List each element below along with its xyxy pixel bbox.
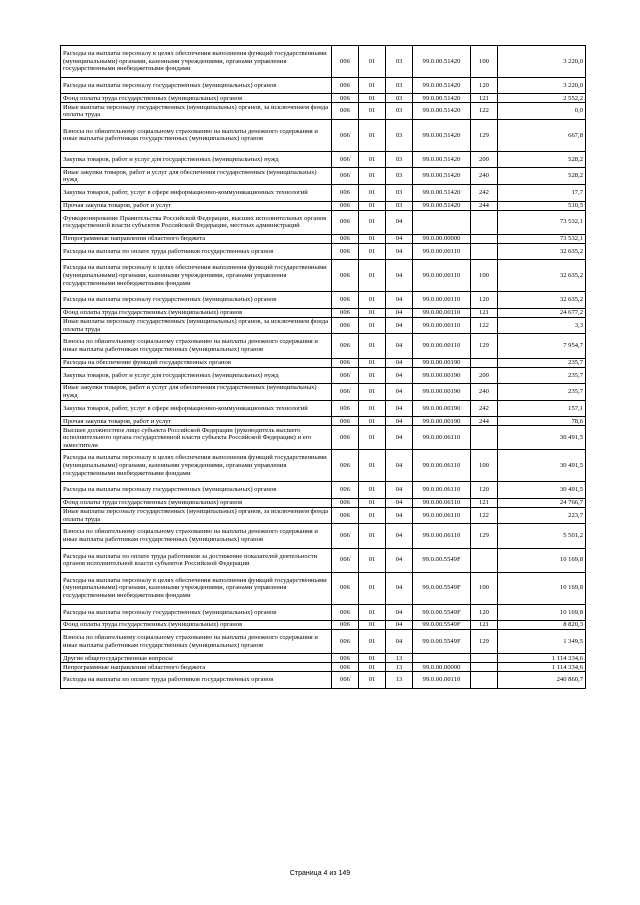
expense-name-cell: Закупка товаров, работ и услуг для государственных (муниципальных) нужд <box>61 151 332 168</box>
amount-cell: 528,2 <box>498 168 586 185</box>
section-code-cell: 01 <box>359 548 386 572</box>
table-row <box>61 260 586 292</box>
expense-type-cell: 100 <box>471 260 498 292</box>
department-code-cell: 006 <box>332 168 359 185</box>
table-row <box>61 210 586 234</box>
table-row <box>61 672 586 689</box>
section-code-cell: 01 <box>359 654 386 663</box>
expense-name-cell: Фонд оплаты труда государственных (муниципальных) органов <box>61 621 332 630</box>
expense-type-cell: 120 <box>471 77 498 94</box>
target-article-cell <box>413 210 471 234</box>
department-code-cell: 006 <box>332 654 359 663</box>
table-row <box>61 103 586 120</box>
expense-type-cell: 129 <box>471 119 498 151</box>
target-article-cell: 99.0.00.00190 <box>413 367 471 384</box>
subsection-code-cell: 03 <box>386 46 413 78</box>
section-code-cell: 01 <box>359 46 386 78</box>
subsection-code-cell: 04 <box>386 482 413 499</box>
expense-type-cell: 244 <box>471 201 498 210</box>
table-row <box>61 507 586 524</box>
target-article-cell: 99.0.00.06110 <box>413 426 471 450</box>
section-code-cell: 01 <box>359 358 386 367</box>
table-row <box>61 524 586 548</box>
table-row <box>61 317 586 334</box>
expense-type-cell: 242 <box>471 184 498 201</box>
subsection-code-cell: 04 <box>386 450 413 482</box>
target-article-cell: 99.0.00.51420 <box>413 201 471 210</box>
table-row <box>61 358 586 367</box>
table-row <box>61 334 586 358</box>
subsection-code-cell: 13 <box>386 654 413 663</box>
amount-cell: 32 635,2 <box>498 292 586 309</box>
expense-type-cell: 121 <box>471 498 498 507</box>
department-code-cell: 006 <box>332 524 359 548</box>
amount-cell: 30 491,5 <box>498 426 586 450</box>
expense-name-cell: Закупка товаров, работ, услуг в сфере информационно-коммуникационных технологий <box>61 184 332 201</box>
department-code-cell: 006 <box>332 426 359 450</box>
department-code-cell: 006 <box>332 243 359 260</box>
amount-cell: 235,7 <box>498 367 586 384</box>
subsection-code-cell: 04 <box>386 524 413 548</box>
department-code-cell: 006 <box>332 260 359 292</box>
expense-name-cell: Фонд оплаты труда государственных (муниципальных) органов <box>61 308 332 317</box>
table-row <box>61 94 586 103</box>
expense-type-cell <box>471 672 498 689</box>
section-code-cell: 01 <box>359 417 386 426</box>
expense-name-cell: Расходы на выплаты персоналу в целях обеспечения выполнения функций государственными (муниципальными) органами, казенными учреждениями, органами управления государственными внебюджетными фондами <box>61 450 332 482</box>
amount-cell: 73 532,1 <box>498 210 586 234</box>
department-code-cell: 006 <box>332 358 359 367</box>
target-article-cell: 99.0.00.51420 <box>413 94 471 103</box>
amount-cell: 78,6 <box>498 417 586 426</box>
department-code-cell: 006 <box>332 94 359 103</box>
table-row <box>61 548 586 572</box>
section-code-cell: 01 <box>359 524 386 548</box>
expense-name-cell: Расходы на выплаты по оплате труда работников за достижение показателей деятельности органов исполнительной власти субъектов Российской Федерации <box>61 548 332 572</box>
amount-cell: 240 860,7 <box>498 672 586 689</box>
table-row <box>61 450 586 482</box>
subsection-code-cell: 13 <box>386 663 413 672</box>
section-code-cell: 01 <box>359 450 386 482</box>
target-article-cell: 99.0.00.5549F <box>413 548 471 572</box>
expense-name-cell: Расходы на выплаты персоналу в целях обеспечения выполнения функций государственными (муниципальными) органами, казенными учреждениями, органами управления государственными внебюджетными фондами <box>61 572 332 604</box>
target-article-cell: 99.0.00.51420 <box>413 77 471 94</box>
table-row <box>61 384 586 401</box>
table-body <box>61 46 586 689</box>
amount-cell: 235,7 <box>498 358 586 367</box>
table-row <box>61 184 586 201</box>
expense-type-cell <box>471 663 498 672</box>
amount-cell: 24 677,2 <box>498 308 586 317</box>
amount-cell: 32 635,2 <box>498 260 586 292</box>
subsection-code-cell: 04 <box>386 334 413 358</box>
expense-type-cell: 121 <box>471 308 498 317</box>
expense-name-cell: Высшее должностное лицо субъекта Российской Федерации (руководитель высшего исполнительного органа государственной власти субъекта Российской Федерации) и его заместители <box>61 426 332 450</box>
expense-name-cell: Расходы на выплаты по оплате труда работников государственных органов <box>61 243 332 260</box>
section-code-cell: 01 <box>359 234 386 243</box>
section-code-cell: 01 <box>359 367 386 384</box>
subsection-code-cell: 03 <box>386 201 413 210</box>
expense-name-cell: Иные закупки товаров, работ и услуг для обеспечения государственных (муниципальных) нужд <box>61 168 332 185</box>
amount-cell: 30 491,5 <box>498 450 586 482</box>
expense-type-cell: 200 <box>471 367 498 384</box>
section-code-cell: 01 <box>359 630 386 654</box>
target-article-cell: 99.0.00.00190 <box>413 358 471 367</box>
amount-cell: 8 820,3 <box>498 621 586 630</box>
department-code-cell: 006 <box>332 334 359 358</box>
department-code-cell: 006 <box>332 604 359 621</box>
amount-cell: 2 552,2 <box>498 94 586 103</box>
expense-name-cell: Функционирование Правительства Российской Федерации, высших исполнительных органов государственной власти субъектов Российской Федерации, местных администраций <box>61 210 332 234</box>
department-code-cell: 006 <box>332 507 359 524</box>
department-code-cell: 006 <box>332 572 359 604</box>
department-code-cell: 006 <box>332 630 359 654</box>
subsection-code-cell: 03 <box>386 151 413 168</box>
expense-type-cell <box>471 426 498 450</box>
section-code-cell: 01 <box>359 507 386 524</box>
department-code-cell: 006 <box>332 308 359 317</box>
department-code-cell: 006 <box>332 103 359 120</box>
target-article-cell: 99.0.00.06110 <box>413 507 471 524</box>
section-code-cell: 01 <box>359 663 386 672</box>
section-code-cell: 01 <box>359 384 386 401</box>
target-article-cell: 99.0.00.06110 <box>413 482 471 499</box>
subsection-code-cell: 03 <box>386 94 413 103</box>
page-footer: Страница 4 из 149 <box>289 870 351 877</box>
amount-cell: 7 954,7 <box>498 334 586 358</box>
expense-name-cell: Расходы на выплаты по оплате труда работников государственных органов <box>61 672 332 689</box>
expense-type-cell: 100 <box>471 572 498 604</box>
expense-type-cell <box>471 243 498 260</box>
amount-cell: 528,2 <box>498 151 586 168</box>
expense-name-cell: Взносы по обязательному социальному страхованию на выплаты денежного содержания и иные выплаты работникам государственных (муниципальных) органов <box>61 524 332 548</box>
table-row <box>61 46 586 78</box>
amount-cell: 10 169,8 <box>498 572 586 604</box>
section-code-cell: 01 <box>359 168 386 185</box>
subsection-code-cell: 04 <box>386 400 413 417</box>
amount-cell: 3 220,0 <box>498 77 586 94</box>
expense-name-cell: Иные закупки товаров, работ и услуг для обеспечения государственных (муниципальных) нужд <box>61 384 332 401</box>
expense-type-cell <box>471 358 498 367</box>
target-article-cell: 99.0.00.51420 <box>413 119 471 151</box>
expense-name-cell: Непрограммные направления областного бюджета <box>61 663 332 672</box>
expense-name-cell: Фонд оплаты труда государственных (муниципальных) органов <box>61 94 332 103</box>
table-row <box>61 417 586 426</box>
section-code-cell: 01 <box>359 334 386 358</box>
table-row <box>61 243 586 260</box>
department-code-cell: 006 <box>332 77 359 94</box>
target-article-cell: 99.0.00.00110 <box>413 308 471 317</box>
target-article-cell: 99.0.00.00190 <box>413 417 471 426</box>
expense-type-cell: 121 <box>471 621 498 630</box>
target-article-cell: 99.0.00.51420 <box>413 103 471 120</box>
department-code-cell: 006 <box>332 210 359 234</box>
target-article-cell: 99.0.00.51420 <box>413 184 471 201</box>
amount-cell: 1 114 334,6 <box>498 654 586 663</box>
expense-type-cell: 242 <box>471 400 498 417</box>
target-article-cell: 99.0.00.00000 <box>413 663 471 672</box>
table-row <box>61 604 586 621</box>
subsection-code-cell: 04 <box>386 308 413 317</box>
expense-type-cell: 100 <box>471 46 498 78</box>
amount-cell: 30 491,5 <box>498 482 586 499</box>
target-article-cell: 99.0.00.00000 <box>413 234 471 243</box>
expense-type-cell: 200 <box>471 151 498 168</box>
amount-cell: 3 220,0 <box>498 46 586 78</box>
department-code-cell: 006 <box>332 184 359 201</box>
subsection-code-cell: 04 <box>386 292 413 309</box>
subsection-code-cell: 03 <box>386 184 413 201</box>
table-row <box>61 308 586 317</box>
section-code-cell: 01 <box>359 308 386 317</box>
target-article-cell: 99.0.00.06110 <box>413 450 471 482</box>
table-row <box>61 654 586 663</box>
expense-type-cell: 129 <box>471 334 498 358</box>
expense-name-cell: Иные выплаты персоналу государственных (муниципальных) органов, за исключением фонда оплаты труда <box>61 507 332 524</box>
table-row <box>61 630 586 654</box>
section-code-cell: 01 <box>359 482 386 499</box>
expense-name-cell: Закупка товаров, работ, услуг в сфере информационно-коммуникационных технологий <box>61 400 332 417</box>
target-article-cell: 99.0.00.00110 <box>413 672 471 689</box>
expense-type-cell: 122 <box>471 317 498 334</box>
department-code-cell: 006 <box>332 663 359 672</box>
table-row <box>61 426 586 450</box>
expense-name-cell: Прочая закупка товаров, работ и услуг <box>61 417 332 426</box>
department-code-cell: 006 <box>332 46 359 78</box>
table-row <box>61 621 586 630</box>
section-code-cell: 01 <box>359 260 386 292</box>
target-article-cell: 99.0.00.00110 <box>413 260 471 292</box>
amount-cell: 667,8 <box>498 119 586 151</box>
section-code-cell: 01 <box>359 426 386 450</box>
department-code-cell: 006 <box>332 201 359 210</box>
amount-cell: 510,5 <box>498 201 586 210</box>
expense-type-cell <box>471 234 498 243</box>
budget-table <box>60 45 586 689</box>
table-row <box>61 367 586 384</box>
department-code-cell: 006 <box>332 672 359 689</box>
expense-name-cell: Закупка товаров, работ и услуг для государственных (муниципальных) нужд <box>61 367 332 384</box>
section-code-cell: 01 <box>359 672 386 689</box>
section-code-cell: 01 <box>359 119 386 151</box>
amount-cell: 1 114 334,6 <box>498 663 586 672</box>
expense-name-cell: Непрограммные направления областного бюджета <box>61 234 332 243</box>
subsection-code-cell: 04 <box>386 243 413 260</box>
section-code-cell: 01 <box>359 498 386 507</box>
expense-name-cell: Иные выплаты персоналу государственных (муниципальных) органов, за исключением фонда оплаты труда <box>61 103 332 120</box>
subsection-code-cell: 04 <box>386 621 413 630</box>
target-article-cell: 99.0.00.00190 <box>413 384 471 401</box>
table-row <box>61 663 586 672</box>
subsection-code-cell: 04 <box>386 234 413 243</box>
section-code-cell: 01 <box>359 572 386 604</box>
amount-cell: 10 169,8 <box>498 548 586 572</box>
expense-type-cell <box>471 654 498 663</box>
subsection-code-cell: 04 <box>386 260 413 292</box>
subsection-code-cell: 03 <box>386 103 413 120</box>
subsection-code-cell: 04 <box>386 367 413 384</box>
subsection-code-cell: 04 <box>386 317 413 334</box>
expense-name-cell: Прочая закупка товаров, работ и услуг <box>61 201 332 210</box>
subsection-code-cell: 04 <box>386 384 413 401</box>
table-row <box>61 234 586 243</box>
subsection-code-cell: 04 <box>386 210 413 234</box>
table-row <box>61 400 586 417</box>
subsection-code-cell: 04 <box>386 572 413 604</box>
expense-name-cell: Взносы по обязательному социальному страхованию на выплаты денежного содержания и иные выплаты работникам государственных (муниципальных) органов <box>61 119 332 151</box>
table-row <box>61 498 586 507</box>
department-code-cell: 006 <box>332 367 359 384</box>
subsection-code-cell: 04 <box>386 417 413 426</box>
expense-type-cell <box>471 210 498 234</box>
target-article-cell: 99.0.00.00110 <box>413 317 471 334</box>
section-code-cell: 01 <box>359 292 386 309</box>
expense-type-cell: 100 <box>471 450 498 482</box>
department-code-cell: 006 <box>332 151 359 168</box>
subsection-code-cell: 03 <box>386 119 413 151</box>
expense-name-cell: Расходы на выплаты персоналу в целях обеспечения выполнения функций государственными (муниципальными) органами, казенными учреждениями, органами управления государственными внебюджетными фондами <box>61 46 332 78</box>
target-article-cell: 99.0.00.06110 <box>413 524 471 548</box>
expense-name-cell: Расходы на обеспечение функций государственных органов <box>61 358 332 367</box>
table-row <box>61 292 586 309</box>
department-code-cell: 006 <box>332 384 359 401</box>
department-code-cell: 006 <box>332 548 359 572</box>
subsection-code-cell: 13 <box>386 672 413 689</box>
section-code-cell: 01 <box>359 317 386 334</box>
target-article-cell: 99.0.00.51420 <box>413 151 471 168</box>
expense-type-cell: 122 <box>471 507 498 524</box>
table-row <box>61 482 586 499</box>
section-code-cell: 01 <box>359 151 386 168</box>
subsection-code-cell: 04 <box>386 507 413 524</box>
target-article-cell <box>413 654 471 663</box>
department-code-cell: 006 <box>332 119 359 151</box>
expense-type-cell: 129 <box>471 524 498 548</box>
subsection-code-cell: 04 <box>386 548 413 572</box>
department-code-cell: 006 <box>332 417 359 426</box>
expense-type-cell: 121 <box>471 94 498 103</box>
expense-type-cell: 120 <box>471 604 498 621</box>
expense-type-cell: 120 <box>471 292 498 309</box>
target-article-cell: 99.0.00.51420 <box>413 168 471 185</box>
expense-name-cell: Взносы по обязательному социальному страхованию на выплаты денежного содержания и иные выплаты работникам государственных (муниципальных) органов <box>61 630 332 654</box>
expense-name-cell: Фонд оплаты труда государственных (муниципальных) органов <box>61 498 332 507</box>
amount-cell: 235,7 <box>498 384 586 401</box>
target-article-cell: 99.0.00.00110 <box>413 334 471 358</box>
amount-cell: 223,7 <box>498 507 586 524</box>
expense-name-cell: Другие общегосударственные вопросы <box>61 654 332 663</box>
expense-type-cell: 240 <box>471 168 498 185</box>
section-code-cell: 01 <box>359 103 386 120</box>
table-row <box>61 119 586 151</box>
subsection-code-cell: 04 <box>386 604 413 621</box>
table-row <box>61 77 586 94</box>
target-article-cell: 99.0.00.5549F <box>413 604 471 621</box>
amount-cell: 1 349,5 <box>498 630 586 654</box>
expense-type-cell: 129 <box>471 630 498 654</box>
expense-name-cell: Взносы по обязательному социальному страхованию на выплаты денежного содержания и иные выплаты работникам государственных (муниципальных) органов <box>61 334 332 358</box>
amount-cell: 5 501,2 <box>498 524 586 548</box>
amount-cell: 157,1 <box>498 400 586 417</box>
expense-name-cell: Расходы на выплаты персоналу в целях обеспечения выполнения функций государственными (муниципальными) органами, казенными учреждениями, органами управления государственными внебюджетными фондами <box>61 260 332 292</box>
department-code-cell: 006 <box>332 450 359 482</box>
table-row <box>61 151 586 168</box>
department-code-cell: 006 <box>332 482 359 499</box>
table-row <box>61 168 586 185</box>
target-article-cell: 99.0.00.00110 <box>413 292 471 309</box>
table-row <box>61 201 586 210</box>
department-code-cell: 006 <box>332 317 359 334</box>
department-code-cell: 006 <box>332 498 359 507</box>
target-article-cell: 99.0.00.5549F <box>413 630 471 654</box>
section-code-cell: 01 <box>359 201 386 210</box>
target-article-cell: 99.0.00.00190 <box>413 400 471 417</box>
subsection-code-cell: 04 <box>386 630 413 654</box>
amount-cell: 3,3 <box>498 317 586 334</box>
expense-type-cell: 240 <box>471 384 498 401</box>
subsection-code-cell: 04 <box>386 498 413 507</box>
amount-cell: 17,7 <box>498 184 586 201</box>
expense-type-cell: 122 <box>471 103 498 120</box>
subsection-code-cell: 03 <box>386 77 413 94</box>
section-code-cell: 01 <box>359 77 386 94</box>
subsection-code-cell: 04 <box>386 358 413 367</box>
target-article-cell: 99.0.00.06110 <box>413 498 471 507</box>
section-code-cell: 01 <box>359 94 386 103</box>
subsection-code-cell: 04 <box>386 426 413 450</box>
target-article-cell: 99.0.00.51420 <box>413 46 471 78</box>
amount-cell: 10 169,8 <box>498 604 586 621</box>
expense-type-cell <box>471 548 498 572</box>
department-code-cell: 006 <box>332 292 359 309</box>
target-article-cell: 99.0.00.5549F <box>413 621 471 630</box>
expense-name-cell: Расходы на выплаты персоналу государственных (муниципальных) органов <box>61 482 332 499</box>
amount-cell: 24 766,7 <box>498 498 586 507</box>
amount-cell: 73 532,1 <box>498 234 586 243</box>
amount-cell: 0,0 <box>498 103 586 120</box>
section-code-cell: 01 <box>359 621 386 630</box>
section-code-cell: 01 <box>359 400 386 417</box>
section-code-cell: 01 <box>359 604 386 621</box>
amount-cell: 32 635,2 <box>498 243 586 260</box>
section-code-cell: 01 <box>359 243 386 260</box>
expense-name-cell: Расходы на выплаты персоналу государственных (муниципальных) органов <box>61 77 332 94</box>
expense-name-cell: Расходы на выплаты персоналу государственных (муниципальных) органов <box>61 292 332 309</box>
department-code-cell: 006 <box>332 234 359 243</box>
expense-type-cell: 120 <box>471 482 498 499</box>
expense-name-cell: Иные выплаты персоналу государственных (муниципальных) органов, за исключением фонда оплаты труда <box>61 317 332 334</box>
expense-name-cell: Расходы на выплаты персоналу государственных (муниципальных) органов <box>61 604 332 621</box>
target-article-cell: 99.0.00.00110 <box>413 243 471 260</box>
expense-type-cell: 244 <box>471 417 498 426</box>
table-row <box>61 572 586 604</box>
department-code-cell: 006 <box>332 621 359 630</box>
department-code-cell: 006 <box>332 400 359 417</box>
section-code-cell: 01 <box>359 184 386 201</box>
subsection-code-cell: 03 <box>386 168 413 185</box>
target-article-cell: 99.0.00.5549F <box>413 572 471 604</box>
section-code-cell: 01 <box>359 210 386 234</box>
